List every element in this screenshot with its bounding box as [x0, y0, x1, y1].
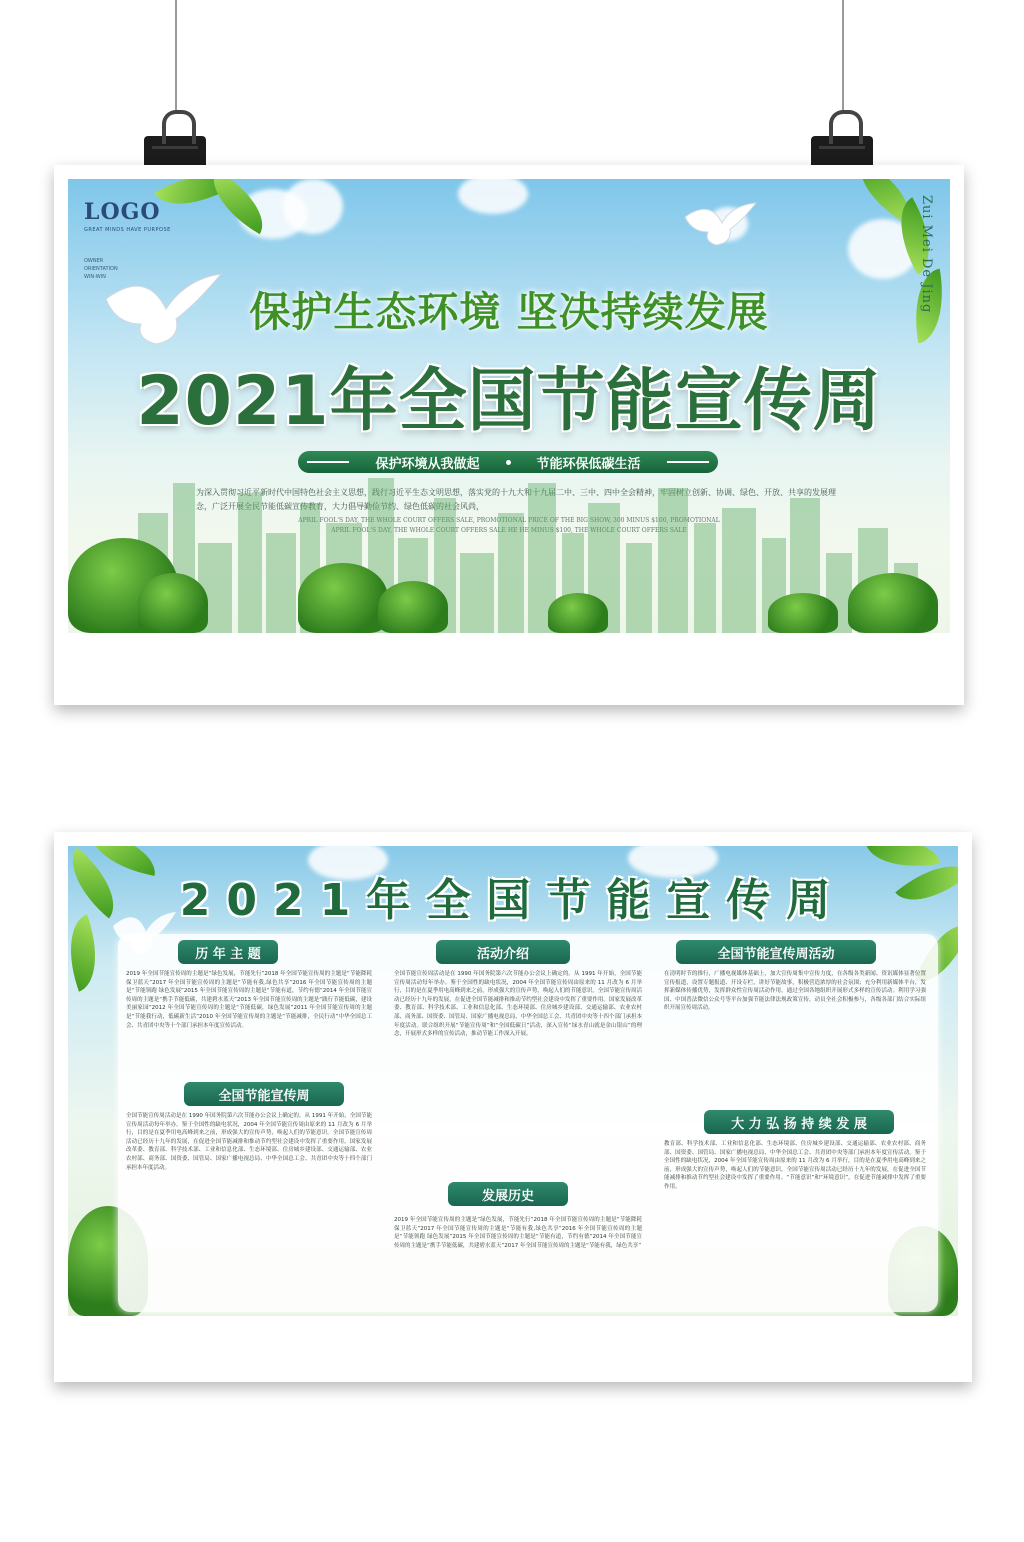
bottom-poster-background: [68, 846, 958, 1316]
building: [722, 508, 756, 633]
bottom-title: 2021年全国节能宣传周: [179, 875, 847, 926]
logo-subtitle: GREAT MINDS HAVE PURPOSE: [84, 227, 171, 233]
pill-left-text: 保护环境从我做起: [375, 456, 480, 472]
main-title: 2021年全国节能宣传周: [136, 362, 882, 441]
section-tag-national-week: 全国节能宣传周: [184, 1082, 344, 1106]
section-tag-week-activities: 全国节能宣传周活动: [676, 940, 876, 964]
vertical-pinyin: Zui Mei De Jing: [919, 195, 934, 314]
logo: LOGO: [84, 199, 161, 225]
building: [460, 553, 494, 633]
left-small-text: [84, 257, 118, 281]
history-years-text: 2019 年全国节能宣传周的主题是“绿色发展，节能先行”2018 年全国节能宣传周的主题是“节能降耗 保卫蓝天”2017 年全国节能宣传周的主题是“节能有我,绿色共享”2016 年全国节能宣传周的主题是“节能领跑 绿色发展”2015 年全国节能宣传周的主题是“节能有道，节约有德”2014 年全国节能宣传周的主题是“携手节能低碳，共建碧水蓝天”2013 年全国节能宣传周的主题是“践行节能低碳，建设美丽家园”2012 年全国节能宣传周的主题是“节能低碳，绿色发展”2011 年全国节能宣传周的主题是“节能我行动，低碳新生活”2010 年全国节能宣传周的主题是“节能减排，全民行动”中华全国总工会、共青团中央等十个部门承担本年度宣传活动。: [126, 971, 372, 1029]
activity-intro-text: 全国节能宣传周活动是在 1990 年国务院第六次节能办公会议上确定的。从 1991 年开始，全国节能宣传周活动每年举办。鉴于全国性的缺电状况，2004 年全国节能宣传周由原来的 11 月改为 6 月举行，目的是在夏季用电高峰到来之前，形成强大的宣传声势，唤起人们的节能意识。全国节能宣传周活动已经历十九年的发展，在促进全国节能减排和推动节约型社会建设中发挥了重要作用。国家发展改革委、教育部、科学技术部、工业和信息化部、生态环境部、住房城乡建设部、交通运输部、农业农村部、商务部、国资委、国管局、国家广播电视总局、中华全国总工会、共青团中央等十四个部门承担本年度活动。联合组织开展“节能宣传周”和“全国低碳日”活动，深入宣传“绿水青山就是金山银山”的理念，开展形式多样的宣传活动，推动节能工作深入开展。: [394, 971, 642, 1038]
building: [626, 543, 652, 633]
tree: [138, 573, 208, 633]
slogan: 保护生态环境 坚决持续发展: [249, 288, 769, 336]
top-poster-board: [54, 165, 964, 705]
section-tag-activity-intro: 活动介绍: [436, 940, 570, 964]
left-small-line: ORIENTATION: [84, 266, 118, 272]
promote-text: 教育部、科学技术部、工业和信息化部、生态环境部、住房城乡建设部、交通运输部、农业农村部、商务部、国资委、国管局、国家广播电视总局、中华全国总工会、共青团中央等部门承担本年度宣传活动。鉴于全国性的缺电状况，2004 年全国节能宣传周由原来的 11 月改为 6 月举行，目的是在夏季用电高峰到来之前，形成强大的宣传声势，唤起人们的节能意识。全国节能宣传周活动已经历十九年的发展，在促进全国节能减排和推动节约型社会建设中发挥了重要作用。“节能意识”和“环境意识”，在促进节能减排中发挥了重要作用。: [664, 1141, 926, 1190]
tree: [848, 573, 938, 633]
development-history-text: 2019 年全国节能宣传周的主题是“绿色发展，节能先行”2018 年全国节能宣传周的主题是“节能降耗 保卫蓝天”2017 年全国节能宣传周的主题是“节能有我,绿色共享”2016 年全国节能宣传周的主题是“节能领跑 绿色发展”2015 年全国节能宣传周的主题是“节能有道，节约有德”2014 年全国节能宣传周的主题是“携手节能低碳，共建碧水蓝天”2017 年全国节能宣传周的主题是“节能有我，绿色共享”: [394, 1217, 642, 1249]
tree: [298, 563, 388, 633]
intro-paragraph: 为深入贯彻习近平新时代中国特色社会主义思想，践行习近平生态文明思想，落实党的十九大和十九届二中、三中、四中全会精神，牢固树立创新、协调、绿色、开放、共享的发展理念，广泛开展全民节能低碳宣传教育，大力倡导勤俭节约、绿色低碳的社会风尚，: [196, 488, 836, 511]
building: [238, 493, 262, 633]
content-panel: [118, 934, 938, 1312]
tree: [378, 581, 448, 633]
national-week-text: 全国节能宣传周活动是在 1990 年国务院第六次节能办公会议上确定的。从 1991 年开始，全国节能宣传周活动每年举办。鉴于全国性的缺电状况，2004 年全国节能宣传周由原来的 11 月改为 6 月举行，目的是在夏季用电高峰到来之前，形成强大的宣传声势，唤起人们的节能意识。全国节能宣传周活动已经历十九年的发展，在促进全国节能减排和推动节约型社会建设中发挥了重要作用。国家发展改革委、教育部、科学技术部、工业和信息化部、生态环境部、住房城乡建设部、交通运输部、农业农村部、商务部、国资委、国管局、国家广播电视总局、中华全国总工会、共青团中央等十四个部门承担本年度活动。: [126, 1113, 372, 1171]
english-line-2: APRIL FOOL'S DAY, THE WHOLE COURT OFFERS SALE HE HE MINUS $100, THE WHOLE COURT OFFERS SALE: [331, 527, 687, 534]
pill-dash: [307, 461, 349, 463]
pill-dot: [506, 460, 511, 465]
slogan-pill: [298, 451, 718, 473]
section-tag-history-years: 历 年 主 题: [178, 940, 278, 964]
pill-right-text: 节能环保低碳生活: [536, 456, 641, 472]
bottom-poster-board: [54, 832, 972, 1382]
tree: [548, 593, 608, 633]
pill-dash: [667, 461, 709, 463]
section-tag-development-history: 发展历史: [448, 1182, 568, 1206]
hanger-wire-right: [842, 0, 844, 112]
left-small-line: OWNER: [84, 258, 104, 264]
tree: [768, 593, 838, 633]
cloud: [458, 179, 528, 214]
section-tag-promote: 大 力 弘 扬 持 续 发 展: [704, 1110, 894, 1134]
building: [266, 533, 296, 633]
left-small-line: WIN-WIN: [84, 274, 106, 280]
week-activities-text: 在清明时节的推行，广播电视媒体基础上，加大宣传周集中宣传力度，在各级各类新闻、资讯媒体显著位置宣传报道，设置专题报道、开设专栏，讲好节能故事，积极营造浓厚的社会氛围；充分利用新媒体平台，发挥新媒体传播优势，发挥群众性宣传周活动作用，通过全国各地组织开展形式多样的宣传活动。利用学习强国、中国普法微信公众号等平台加强节能法律法规政策宣传，动员全社会积极参与，各级各部门结合实际组织开展宣传周活动。: [664, 971, 926, 1012]
building: [658, 488, 688, 633]
hanger-wire-left: [175, 0, 177, 112]
dove-icon: [680, 199, 760, 247]
english-line-1: APRIL FOOL'S DAY, THE WHOLE COURT OFFERS SALE, PROMOTIONAL PRICE OF THE BIG SHOW, 300 MINUS $100, PROMOTIONAL: [298, 517, 720, 524]
cloud: [283, 179, 343, 234]
building: [498, 513, 524, 633]
building: [694, 523, 716, 633]
top-poster-background: [68, 179, 950, 633]
